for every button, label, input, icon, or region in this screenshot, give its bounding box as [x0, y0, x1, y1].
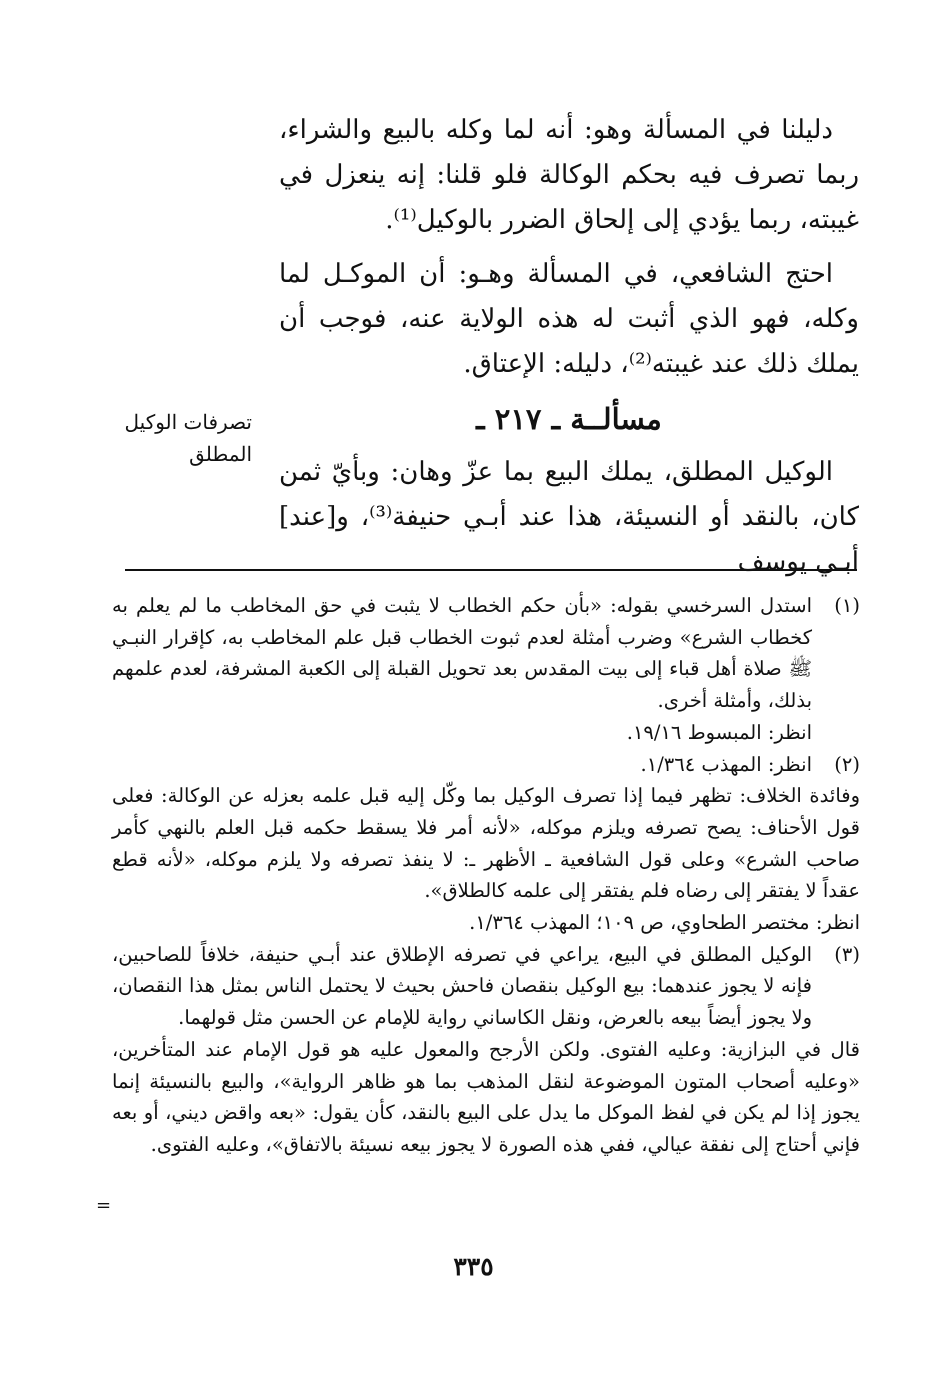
- footnote-1: [112, 590, 860, 749]
- main-paragraph-1: [279, 108, 859, 243]
- footnote-body: [112, 590, 812, 749]
- margin-note-line: تصرفات الوكيل: [124, 410, 252, 434]
- paragraph-text: الوكيل المطلق، يملك البيع بما عزّ وهان: وبأيّ ثمن كان، بالنقد أو النسيئة، هذا عند أبـي حنيفة⁽³⁾، و[عند] أبـي يوسف: [279, 457, 859, 577]
- footnote-2: [112, 749, 860, 781]
- page-number: ٣٣٥: [453, 1252, 494, 1281]
- footnote-text: وفائدة الخلاف: تظهر فيما إذا تصرف الوكيل بما وكّل إليه قبل علمه بعزله عن الوكالة: فعلى قول الأحناف: يصح تصرفه ويلزم موكله، «لأنه أمر فلا يسقط حكمه قبل العلم بالنهي كأمر صاحب الشرع» وعلى قول الشافعية ـ الأظهر ـ: لا ينفذ تصرفه ولا يلزم موكله، «لأنه قطع عقداً لا يفتقر إلى رضاه فلم يفتقر إلى علمه كالطلاق».: [112, 784, 860, 903]
- footnote-text: استدل السرخسي بقوله: «بأن حكم الخطاب لا يثبت في حق المخاطب ما لم يعلم به كخطاب الشرع» وضرب أمثلة لعدم ثبوت الخطاب قبل علم المخاطب به، كإقرار النبـي ﷺ صلاة أهل قباء إلى بيت المقدس بعد تحويل القبلة إلى الكعبة المشرفة، لعدم علمهم بذلك، وأمثلة أخرى.: [112, 594, 812, 713]
- footnotes-section: [112, 590, 860, 1161]
- footnote-body: [112, 749, 812, 781]
- footnote-number: (١): [834, 594, 860, 617]
- footnote-reference: انظر: مختصر الطحاوي، ص ١٠٩؛ المهذب ١/٣٦٤.: [469, 911, 860, 935]
- footnote-divider: [125, 569, 857, 571]
- footnote-text: قال في البزازية: وعليه الفتوى. ولكن الأرجح والمعول عليه هو قول الإمام عند المتأخرين، «وعليه أصحاب المتون الموضوعة لنقل المذهب بما هو ظاهر الرواية»، والبيع بالنسيئة إنما يجوز إذا لم يكن في لفظ الموكل ما يدل على البيع بالنقد، كأن يقول: «بعه واقض ديني، أو بعه فإني أحتاج إلى نفقة عيالي، ففي هذه الصورة لا يجوز بيعه نسيئة بالاتفاق»، وعليه الفتوى.: [112, 1037, 860, 1156]
- continuation-mark: =: [96, 1195, 112, 1216]
- paragraph-text: احتج الشافعي، في المسألة وهـو: أن الموكـل لما وكله، فهو الذي أثبت له هذه الولاية عنه، فوجب أن يملك ذلك عند غيبته⁽²⁾، دليله: الإعتاق.: [279, 259, 859, 379]
- footnote-reference: انظر: المبسوط ١٩/١٦.: [626, 720, 812, 744]
- footnote-text: الوكيل المطلق في البيع، يراعي في تصرفه الإطلاق عند أبـي حنيفة، خلافاً للصاحبين، فإنه لا يجوز عندهما: بيع الوكيل بنقصان فاحش بحيث لا يحتمل الناس بمثل هذا النقصان، ولا يجوز أيضاً بيعه بالعرض، ونقل الكاساني رواية للإمام عن الحسن مثل قولهما.: [112, 942, 812, 1030]
- footnote-3: [112, 939, 860, 1034]
- main-paragraph-2: [279, 252, 859, 387]
- footnote-reference: انظر: المهذب ١/٣٦٤.: [640, 752, 812, 776]
- footnote-number: (٢): [834, 752, 860, 776]
- margin-note-line: المطلق: [189, 442, 252, 466]
- paragraph-text: دليلنا في المسألة وهو: أنه لما وكله بالبيع والشراء، ربما تصرف فيه بحكم الوكالة فلو قلنا: إنه ينعزل في غيبته، ربما يؤدي إلى إلحاق الضرر بالوكيل⁽¹⁾.: [279, 115, 859, 235]
- main-paragraph-3: [279, 450, 859, 585]
- footnote-number: (٣): [834, 942, 860, 966]
- footnote-body: [112, 939, 812, 1034]
- issue-heading: مسألــة ـ ٢١٧ ـ: [476, 402, 662, 436]
- margin-note: [112, 406, 252, 470]
